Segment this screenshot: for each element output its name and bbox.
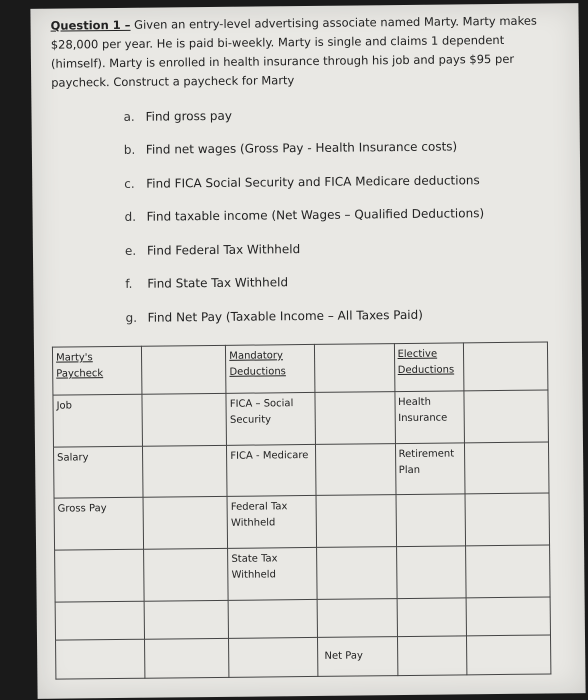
- row-label: Job: [53, 394, 143, 447]
- table-cell[interactable]: [145, 638, 230, 678]
- worksheet-paper: [30, 3, 585, 699]
- table-cell[interactable]: [144, 549, 229, 602]
- table-row: [53, 442, 549, 499]
- header-cell-mandatory: Mandatory Deductions: [226, 344, 316, 393]
- row-label: State Tax Withheld: [228, 548, 318, 601]
- task-item: a. Find gross pay: [123, 108, 233, 124]
- row-label: [397, 598, 467, 636]
- row-label: Retirement Plan: [395, 442, 465, 495]
- question-body: Given an entry-level advertising associate named Marty. Marty makes $28,000 per year. He is paid bi-weekly. Marty is single and claims 1 dependent (himself). Marty is enrolled in health insurance through his job and pays $95 per paycheck. Construct a paycheck for Marty: [50, 13, 537, 90]
- table-cell[interactable]: [466, 597, 551, 635]
- task-item: g. Find Net Pay (Taxable Income – All Taxes Paid): [125, 307, 423, 325]
- row-label: Gross Pay: [54, 498, 144, 551]
- table-cell[interactable]: [463, 342, 548, 391]
- row-label: [396, 546, 466, 599]
- row-label: Salary: [53, 446, 143, 499]
- table-cell[interactable]: [144, 601, 229, 639]
- question-text: [50, 11, 551, 92]
- task-item: f. Find State Tax Withheld: [125, 275, 289, 291]
- row-label: [228, 600, 317, 638]
- header-cell-elective: Elective Deductions: [394, 343, 464, 391]
- table-cell[interactable]: [229, 637, 319, 677]
- table-cell[interactable]: [142, 345, 227, 394]
- table-cell[interactable]: [315, 344, 395, 393]
- table-cell[interactable]: [143, 445, 228, 498]
- paycheck-grid: [52, 341, 551, 679]
- table-cell[interactable]: [464, 442, 549, 495]
- task-item: c. Find FICA Social Security and FICA Medicare deductions: [124, 173, 480, 191]
- question-number: Question 1 –: [50, 17, 131, 33]
- table-row: [55, 545, 551, 602]
- table-cell[interactable]: [317, 599, 397, 637]
- row-label: Federal Tax Withheld: [227, 496, 317, 549]
- table-cell[interactable]: [316, 443, 396, 496]
- net-pay-row: [56, 635, 551, 680]
- table-cell[interactable]: [315, 391, 395, 444]
- row-label: FICA – Social Security: [226, 392, 316, 445]
- task-item: d. Find taxable income (Net Wages – Qualified Deductions): [124, 206, 485, 224]
- row-label: FICA - Medicare: [227, 444, 317, 497]
- table-cell[interactable]: [56, 639, 146, 679]
- row-label: Health Insurance: [394, 391, 464, 444]
- table-header-row: [52, 342, 547, 395]
- table-cell[interactable]: [142, 393, 227, 446]
- header-cell-paycheck: Marty's Paycheck: [52, 346, 142, 395]
- paycheck-table: [52, 341, 551, 679]
- table-cell[interactable]: [143, 497, 228, 550]
- table-row: [55, 597, 550, 640]
- table-row: [54, 493, 550, 550]
- table-row: [53, 390, 549, 447]
- table-cell[interactable]: [316, 495, 396, 548]
- table-cell[interactable]: [317, 547, 397, 600]
- task-item: b. Find net wages (Gross Pay - Health Insurance costs): [123, 139, 458, 157]
- row-label: [55, 550, 145, 603]
- table-cell[interactable]: [464, 390, 549, 443]
- net-pay-label: Net Pay: [318, 636, 398, 676]
- table-cell[interactable]: [397, 635, 467, 675]
- table-cell[interactable]: [466, 635, 551, 675]
- row-label: [55, 601, 144, 639]
- row-label: [396, 494, 466, 547]
- task-item: e. Find Federal Tax Withheld: [124, 242, 301, 258]
- table-cell[interactable]: [465, 545, 550, 598]
- table-cell[interactable]: [465, 493, 550, 546]
